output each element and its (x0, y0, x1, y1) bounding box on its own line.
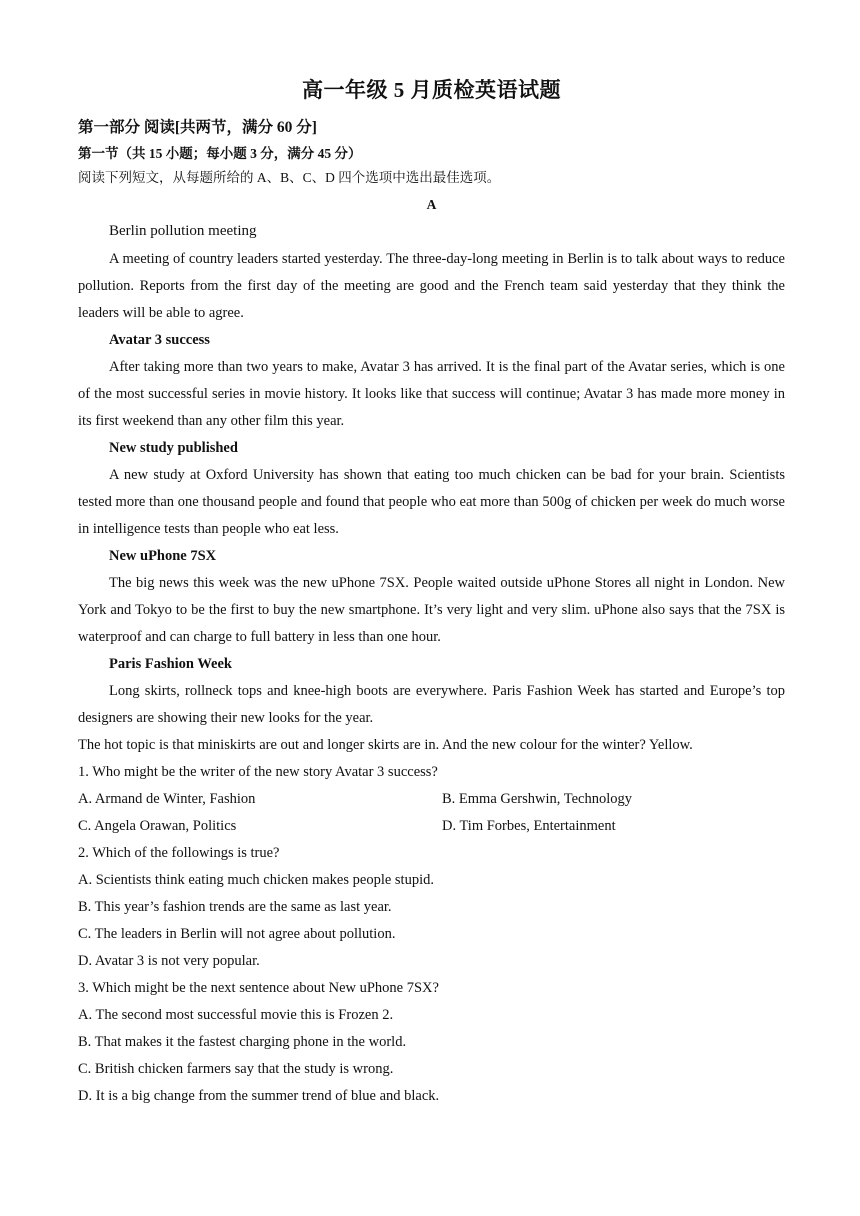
story-paragraph: The big news this week was the new uPhone 7SX. People waited outside uPhone Stores all night in London. New York and Tokyo to be the first to buy the new smartphone. It’s very light and very slim. uPhone also says that the 7SX is waterproof and can charge to full battery in less than one hour. (78, 575, 785, 645)
option-c: C. Angela Orawan, Politics (78, 818, 237, 834)
question-stem: 1. Who might be the writer of the new story Avatar 3 success? (78, 764, 438, 780)
option-c: C. The leaders in Berlin will not agree about pollution. (78, 926, 396, 942)
story-title: Avatar 3 success (109, 332, 210, 348)
option-a: A. Scientists think eating much chicken makes people stupid. (78, 872, 434, 888)
story-paragraph: The hot topic is that miniskirts are out and longer skirts are in. And the new colour for the winter? Yellow. (78, 737, 693, 753)
story-berlin (78, 218, 785, 327)
option-d: D. It is a big change from the summer trend of blue and black. (78, 1088, 440, 1104)
question-stem: 3. Which might be the next sentence about New uPhone 7SX? (78, 980, 439, 996)
option-b: B. Emma Gershwin, Technology (442, 791, 633, 807)
part-heading: 第一部分 阅读[共两节，满分 60 分] (78, 119, 317, 136)
question-1 (78, 759, 785, 840)
story-fashion (78, 651, 785, 759)
question-2 (78, 840, 785, 975)
question-stem: 2. Which of the followings is true? (78, 845, 280, 861)
option-row (78, 786, 785, 813)
story-uphone (78, 543, 785, 651)
option-d: D. Avatar 3 is not very popular. (78, 953, 260, 969)
story-study (78, 435, 785, 543)
option-d: D. Tim Forbes, Entertainment (442, 818, 616, 834)
story-avatar (78, 327, 785, 435)
option-a: A. The second most successful movie this is Frozen 2. (78, 1007, 394, 1023)
option-row (78, 813, 785, 840)
passage-label: A (426, 197, 437, 212)
exam-title: 高一年级 5 月质检英语试题 (302, 78, 561, 102)
option-b: B. This year’s fashion trends are the same as last year. (78, 899, 392, 915)
exam-page (78, 76, 785, 1110)
story-title: Berlin pollution meeting (109, 223, 257, 239)
section-heading: 第一节（共 15 小题；每小题 3 分，满分 45 分） (78, 146, 362, 161)
instructions: 阅读下列短文，从每题所给的 A、B、C、D 四个选项中选出最佳选项。 (78, 170, 501, 185)
story-paragraph: Long skirts, rollneck tops and knee-high boots are everywhere. Paris Fashion Week has started and Europe’s top designers are showing their new looks for the year. (78, 683, 785, 726)
story-title: New study published (109, 440, 238, 456)
story-title: Paris Fashion Week (109, 656, 232, 672)
story-title: New uPhone 7SX (109, 548, 217, 564)
story-paragraph: A new study at Oxford University has shown that eating too much chicken can be bad for your brain. Scientists tested more than one thousand people and found that people who eat more than 500g of chicken per week do much worse in intelligence tests than people who eat less. (78, 467, 785, 537)
option-b: B. That makes it the fastest charging phone in the world. (78, 1034, 407, 1050)
story-paragraph: After taking more than two years to make, Avatar 3 has arrived. It is the final part of the Avatar series, which is one of the most successful series in movie history. It looks like that success will continue; Avatar 3 has made more money in its first weekend than any other film this year. (78, 359, 785, 429)
question-3 (78, 975, 785, 1110)
story-paragraph: A meeting of country leaders started yesterday. The three-day-long meeting in Berlin is to talk about ways to reduce pollution. Reports from the first day of the meeting are good and the French team said yesterday that they think the leaders will be able to agree. (78, 251, 785, 321)
option-a: A. Armand de Winter, Fashion (78, 791, 256, 807)
option-c: C. British chicken farmers say that the study is wrong. (78, 1061, 394, 1077)
